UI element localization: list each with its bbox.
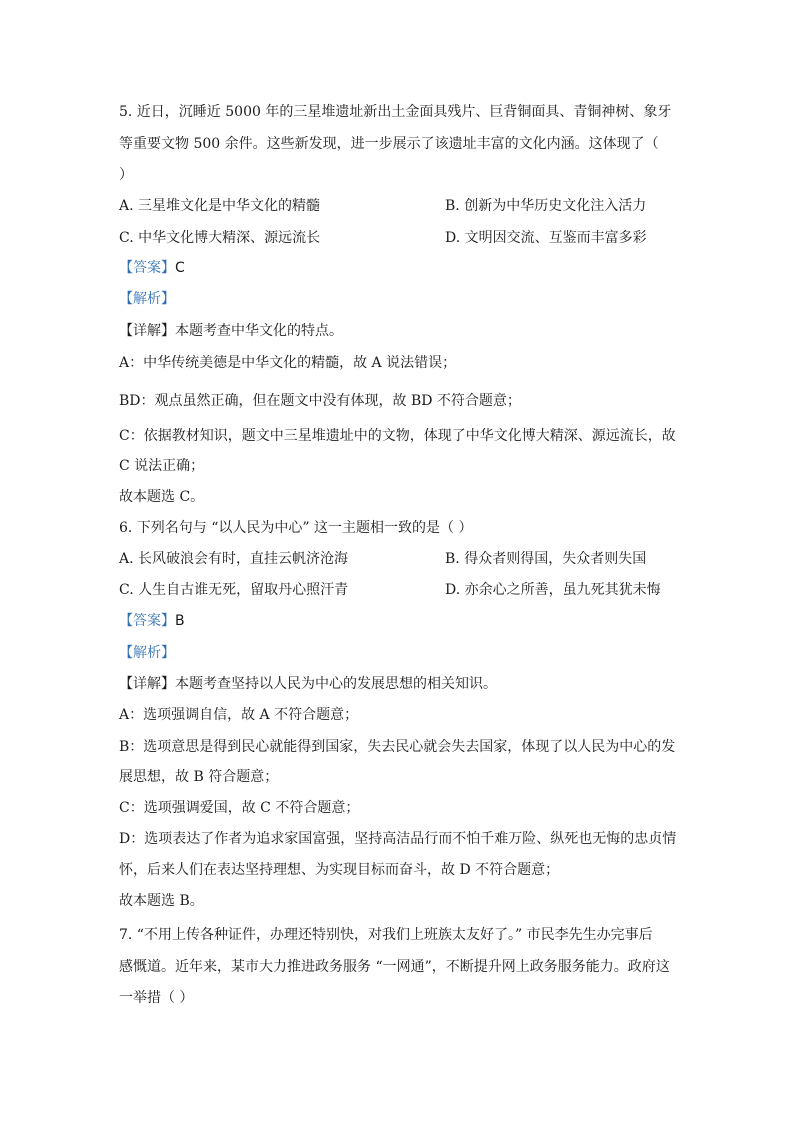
q5-note-c-line-2: C 说法正确； xyxy=(119,458,205,474)
q5-detail-intro: 本题考查中华文化的特点。 xyxy=(175,323,343,339)
q6-detail-tag: 【详解】 xyxy=(119,676,175,692)
q5-detail xyxy=(119,321,343,341)
q5-option-b: B. 创新为中华历史文化注入活力 xyxy=(445,198,647,214)
q6-stem: 6. 下列名句与 “以人民为中心” 这一主题相一致的是（ ） xyxy=(119,520,473,536)
q7-stem-line-2: 感慨道。近年来，某市大力推进政务服务 “一网通”，不断提升网上政务服务能力。政府这 xyxy=(119,959,670,975)
q6-note-d-line-2: 怀，后来人们在表达坚持理想、为实现目标而奋斗，故 D 不符合题意； xyxy=(119,862,560,878)
q6-answer-tag: 【答案】 xyxy=(119,613,175,629)
q5-option-c: C. 中华文化博大精深、源远流长 xyxy=(119,230,321,246)
q6-detail-intro: 本题考查坚持以人民为中心的发展思想的相关知识。 xyxy=(175,676,497,692)
q5-option-a: A. 三星堆文化是中华文化的精髓 xyxy=(119,198,321,214)
q6-detail xyxy=(119,674,497,694)
q6-analysis-tag: 【解析】 xyxy=(119,645,175,661)
q5-option-d: D. 文明因交流、互鉴而丰富多彩 xyxy=(445,230,647,246)
q5-conclusion: 故本题选 C。 xyxy=(119,489,205,505)
q6-option-b: B. 得众者则得国，失众者则失国 xyxy=(445,551,647,567)
q6-note-b-line-1: B：选项意思是得到民心就能得到国家，失去民心就会失去国家，体现了以人民为中心的发 xyxy=(119,739,676,755)
q5-answer-tag: 【答案】 xyxy=(119,260,175,276)
q5-note-bd: BD：观点虽然正确，但在题文中没有体现，故 BD 不符合题意； xyxy=(119,393,521,409)
q6-note-a: A：选项强调自信，故 A 不符合题意； xyxy=(119,707,359,723)
q6-note-c: C：选项强调爱国，故 C 不符合题意； xyxy=(119,800,360,816)
q5-note-c-line-1: C：依据教材知识，题文中三星堆遗址中的文物，体现了中华文化博大精深、源远流长，故 xyxy=(119,428,676,444)
q5-note-a: A：中华传统美德是中华文化的精髓，故 A 说法错误； xyxy=(119,355,457,371)
q5-analysis-tag: 【解析】 xyxy=(119,291,175,307)
q5-answer-value: C xyxy=(175,260,185,276)
q6-option-d: D. 亦余心之所善，虽九死其犹未悔 xyxy=(445,582,661,598)
q5-stem-line-2: 等重要文物 500 余件。这些新发现，进一步展示了该遗址丰富的文化内涵。这体现了（ xyxy=(119,136,659,152)
q6-answer-value: B xyxy=(175,613,185,629)
q5-answer xyxy=(119,258,185,278)
q5-stem-line-3: ） xyxy=(119,167,133,183)
q6-option-a: A. 长风破浪会有时，直挂云帆济沧海 xyxy=(119,551,349,567)
q6-note-d-line-1: D：选项表达了作者为追求家国富强，坚持高洁品行而不怕千难万险、纵死也无悔的忠贞情 xyxy=(119,831,677,847)
q6-conclusion: 故本题选 B。 xyxy=(119,893,204,909)
q5-detail-tag: 【详解】 xyxy=(119,323,175,339)
q7-stem-line-3: 一举措（ ） xyxy=(119,990,194,1006)
q6-note-b-line-2: 展思想，故 B 符合题意； xyxy=(119,769,279,785)
q7-stem-line-1: 7. “不用上传各种证件，办理还特别快，对我们上班族太友好了。” 市民李先生办完事后 xyxy=(119,927,653,943)
q6-option-c: C. 人生自古谁无死，留取丹心照汗青 xyxy=(119,582,349,598)
q5-stem-line-1: 5. 近日，沉睡近 5000 年的三星堆遗址新出土金面具残片、巨背铜面具、青铜神树、象牙 xyxy=(119,104,672,120)
q6-answer xyxy=(119,611,185,631)
